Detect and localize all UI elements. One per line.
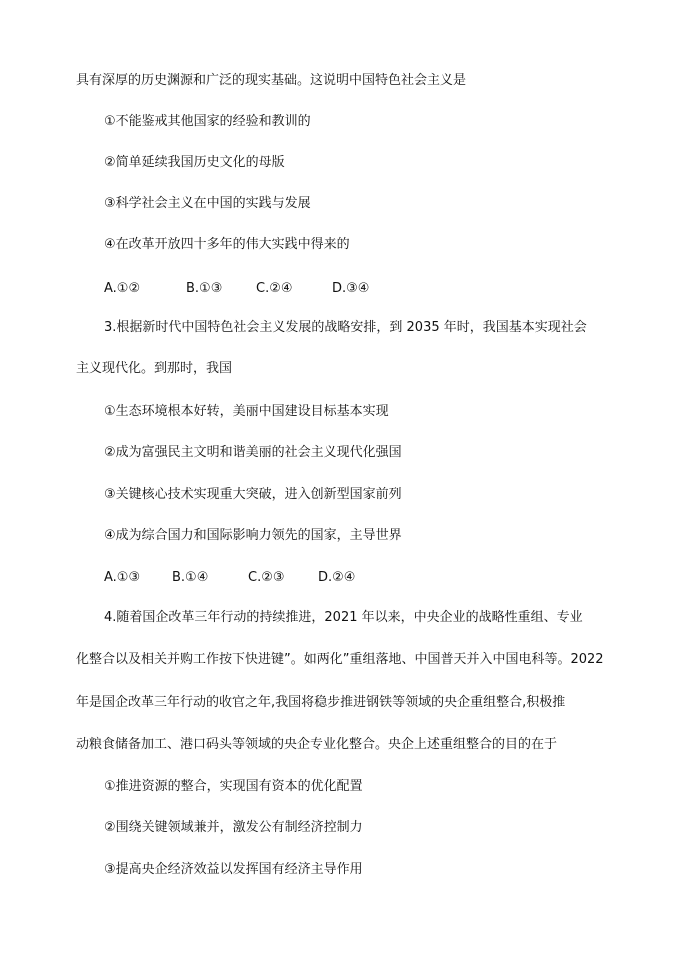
- q3-item-3: ③关键核心技术实现重大突破，进入创新型国家前列: [104, 487, 402, 502]
- q4-item-1: ①推进资源的整合，实现国有资本的优化配置: [104, 779, 363, 794]
- q4-stem-line-3: 年是国企改革三年行动的收官之年,我国将稳步推进钢铁等领域的央企重组整合,积极推: [76, 695, 566, 710]
- q2-item-2: ②简单延续我国历史文化的母版: [104, 155, 285, 170]
- q2-item-1: ①不能鉴戒其他国家的经验和教训的: [104, 114, 311, 129]
- q2-item-4: ④在改革开放四十多年的伟大实践中得来的: [104, 237, 350, 252]
- q3-item-4: ④成为综合国力和国际影响力领先的国家，主导世界: [104, 528, 402, 543]
- q2-item-3: ③科学社会主义在中国的实践与发展: [104, 196, 311, 211]
- q4-stem-line-1: 4.随着国企改革三年行动的持续推进，2021 年以来，中央企业的战略性重组、专业: [104, 610, 583, 625]
- q3-option-d: D.②④: [318, 570, 356, 585]
- q2-option-d: D.③④: [332, 281, 370, 296]
- q3-stem-line-2: 主义现代化。到那时，我国: [76, 361, 233, 376]
- q3-option-a: A.①③: [104, 570, 141, 585]
- q2-option-c: C.②④: [256, 281, 293, 296]
- intro-text: 具有深厚的历史渊源和广泛的现实基础。这说明中国特色社会主义是: [76, 73, 467, 88]
- q4-stem-line-4: 动粮食储备加工、港口码头等领域的央企专业化整合。央企上述重组整合的目的在于: [76, 737, 558, 752]
- q2-option-b: B.①③: [186, 281, 223, 296]
- q2-options: [104, 281, 369, 297]
- q3-option-c: C.②③: [248, 570, 285, 585]
- q3-item-2: ②成为富强民主文明和谐美丽的社会主义现代化强国: [104, 445, 402, 460]
- q2-option-a: A.①②: [104, 281, 141, 296]
- q4-item-3: ③提高央企经济效益以发挥国有经济主导作用: [104, 862, 363, 877]
- q3-option-b: B.①④: [172, 570, 209, 585]
- q3-stem-line-1: 3.根据新时代中国特色社会主义发展的战略安排，到 2035 年时，我国基本实现社会: [104, 320, 587, 335]
- q3-options: [104, 570, 355, 586]
- q4-stem-line-2: 化整合以及相关并购工作按下快进键”。如两化”重组落地、中国普天并入中国电科等。2022: [76, 652, 604, 667]
- q4-item-2: ②围绕关键领域兼并，激发公有制经济控制力: [104, 820, 363, 835]
- q3-item-1: ①生态环境根本好转，美丽中国建设目标基本实现: [104, 404, 389, 419]
